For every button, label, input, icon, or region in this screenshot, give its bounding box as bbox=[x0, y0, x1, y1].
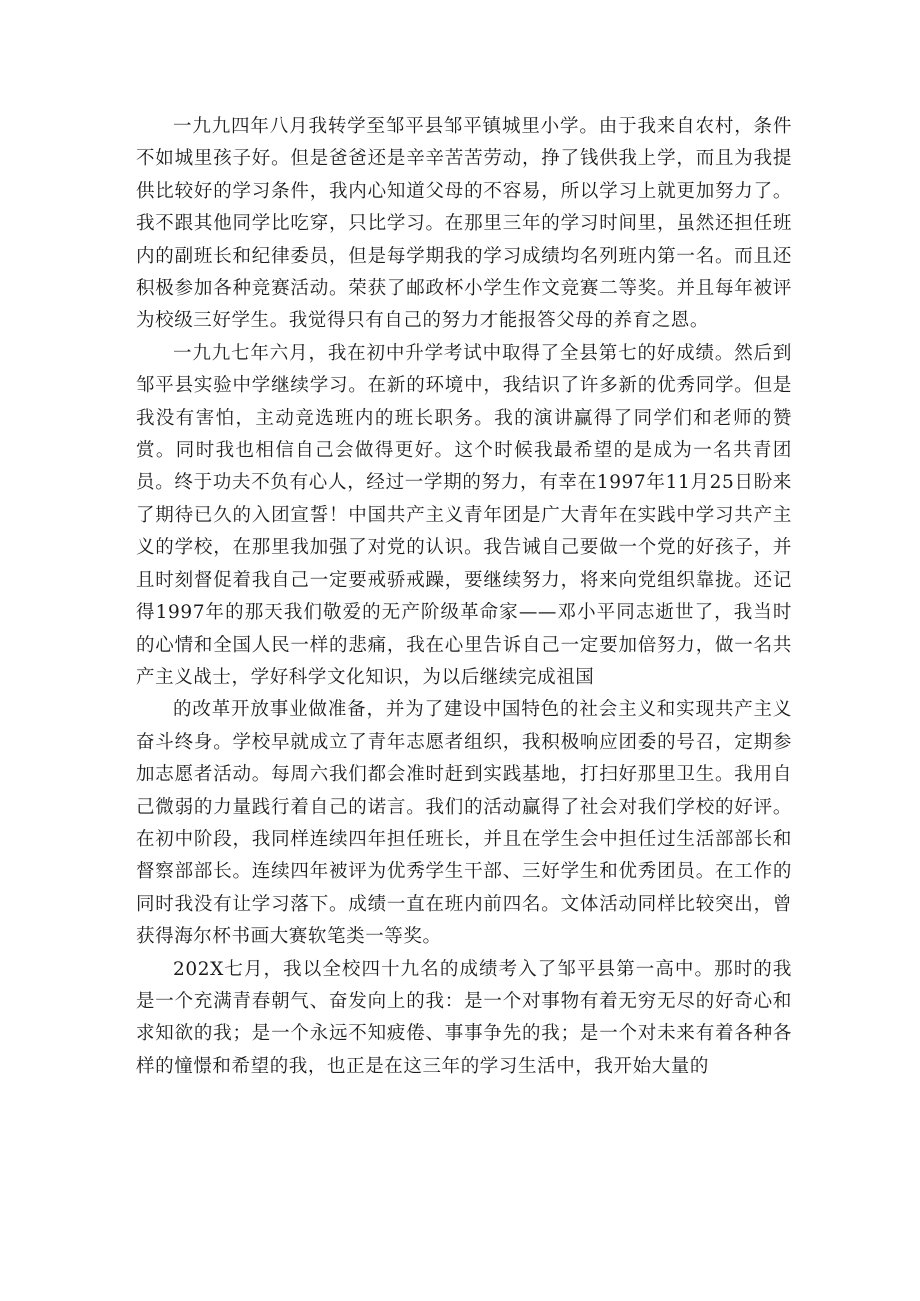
paragraph-primary-school: 一九九四年八月我转学至邹平县邹平镇城里小学。由于我来自农村，条件不如城里孩子好。但是爸爸还是辛辛苦苦劳动，挣了钱供我上学，而且为我提供比较好的学习条件，我内心知道父母的不容易，所以学习上就更加努力了。我不跟其他同学比吃穿，只比学习。在那里三年的学习时间里，虽然还担任班内的副班长和纪律委员，但是每学期我的学习成绩均名列班内第一名。而且还积极参加各种竞赛活动。荣获了邮政杯小学生作文竞赛二等奖。并且每年被评为校级三好学生。我觉得只有自己的努力才能报答父母的养育之恩。 bbox=[136, 116, 792, 332]
paragraph-volunteer: 的改革开放事业做准备，并为了建设中国特色的社会主义和实现共产主义奋斗终身。学校早就成立了青年志愿者组织，我积极响应团委的号召，定期参加志愿者活动。每周六我们都会准时赶到实践基地，打扫好那里卫生。我用自己微弱的力量践行着自己的诺言。我们的活动赢得了社会对我们学校的好评。在初中阶段，我同样连续四年担任班长，并且在学生会中担任过生活部部长和督察部部长。连续四年被评为优秀学生干部、三好学生和优秀团员。在工作的同时我没有让学习落下。成绩一直在班内前四名。文体活动同样比较突出，曾获得海尔杯书画大赛软笔类一等奖。 bbox=[136, 699, 792, 948]
document-body bbox=[136, 111, 792, 1083]
paragraph-senior-high: 202X七月，我以全校四十九名的成绩考入了邹平县第一高中。那时的我是一个充满青春朝气、奋发向上的我：是一个对事物有着无穷无尽的好奇心和求知欲的我；是一个永远不知疲倦、事事争先的我；是一个对未来有着各种各样的憧憬和希望的我，也正是在这三年的学习生活中，我开始大量的 bbox=[136, 958, 792, 1077]
paragraph-junior-high: 一九九七年六月，我在初中升学考试中取得了全县第七的好成绩。然后到邹平县实验中学继续学习。在新的环境中，我结识了许多新的优秀同学。但是我没有害怕，主动竞选班内的班长职务。我的演讲赢得了同学们和老师的赞赏。同时我也相信自己会做得更好。这个时候我最希望的是成为一名共青团员。终于功夫不负有心人，经过一学期的努力，有幸在1997年11月25日盼来了期待已久的入团宣誓！中国共产主义青年团是广大青年在实践中学习共产主义的学校，在那里我加强了对党的认识。我告诫自己要做一个党的好孩子，并且时刻督促着我自己一定要戒骄戒躁，要继续努力，将来向党组织靠拢。还记得1997年的那天我们敬爱的无产阶级革命家——邓小平同志逝世了，我当时的心情和全国人民一样的悲痛，我在心里告诉自己一定要加倍努力，做一名共产主义战士，学好科学文化知识，为以后继续完成祖国 bbox=[136, 342, 792, 688]
